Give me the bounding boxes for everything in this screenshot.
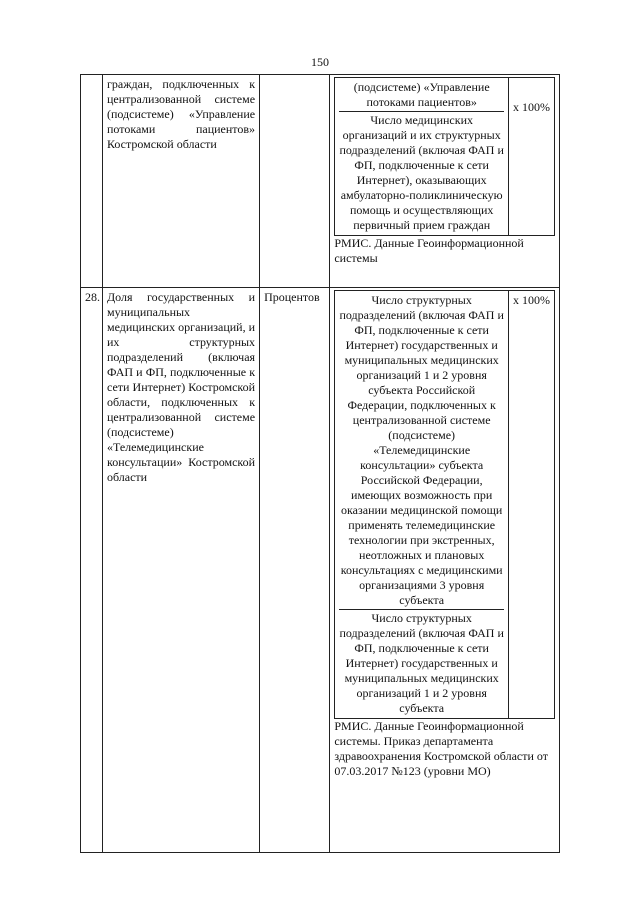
page-number: 150: [311, 55, 329, 69]
multiplier: x 100%: [509, 291, 555, 719]
fraction-denominator: Число медицинских организаций и их структурных подразделений (включая ФАП и ФП, подключенные к сети Интернет), оказывающих амбулаторно-поликлиническую помощь и осуществляющих первичный прием граждан: [339, 113, 504, 232]
row-number-cell: [81, 75, 103, 288]
table-row: [81, 75, 560, 288]
unit-cell: Процентов: [260, 288, 330, 853]
indicator-name-cell: граждан, подключенных к централизованной системе (подсистеме) «Управление потоками пациентов» Костромской области: [102, 75, 259, 288]
unit-cell: [260, 75, 330, 288]
fraction: [334, 290, 555, 719]
multiplier: x 100%: [509, 78, 555, 236]
indicator-table: [80, 74, 560, 853]
row-number-cell: 28.: [81, 288, 103, 853]
data-source: РМИС. Данные Геоинформационной системы: [334, 236, 524, 265]
formula-cell: [330, 75, 560, 288]
data-source: РМИС. Данные Геоинформационной системы. Приказ департамента здравоохранения Костромской области от 07.03.2017 №123 (уровни МО): [334, 719, 548, 778]
fraction: [334, 77, 555, 236]
table-row: [81, 288, 560, 853]
formula-cell: [330, 288, 560, 853]
indicator-name-cell: Доля государственных и муниципальных медицинских организаций, и их структурных подразделений (включая ФАП и ФП, подключенные к сети Интернет) Костромской области, подключенных к централизованной системе (подсистеме) «Телемедицинские консультации» Костромской области: [102, 288, 259, 853]
fraction-numerator: (подсистеме) «Управление потоками пациентов»: [339, 80, 504, 112]
fraction-numerator: Число структурных подразделений (включая ФАП и ФП, подключенные к сети Интернет) государственных и муниципальных медицинских организаций 1 и 2 уровня субъекта Российской Федерации, подключенных к централизованной системе (подсистеме) «Телемедицинские консультации» субъекта Российской Федерации, имеющих возможность при оказании медицинской помощи применять телемедицинские технологии при экстренных, неотложных и плановых консультациях с медицинскими организациями 3 уровня субъекта: [339, 293, 504, 610]
fraction-denominator: Число структурных подразделений (включая ФАП и ФП, подключенные к сети Интернет) государственных и муниципальных медицинских организаций 1 и 2 уровня субъекта: [339, 611, 504, 715]
